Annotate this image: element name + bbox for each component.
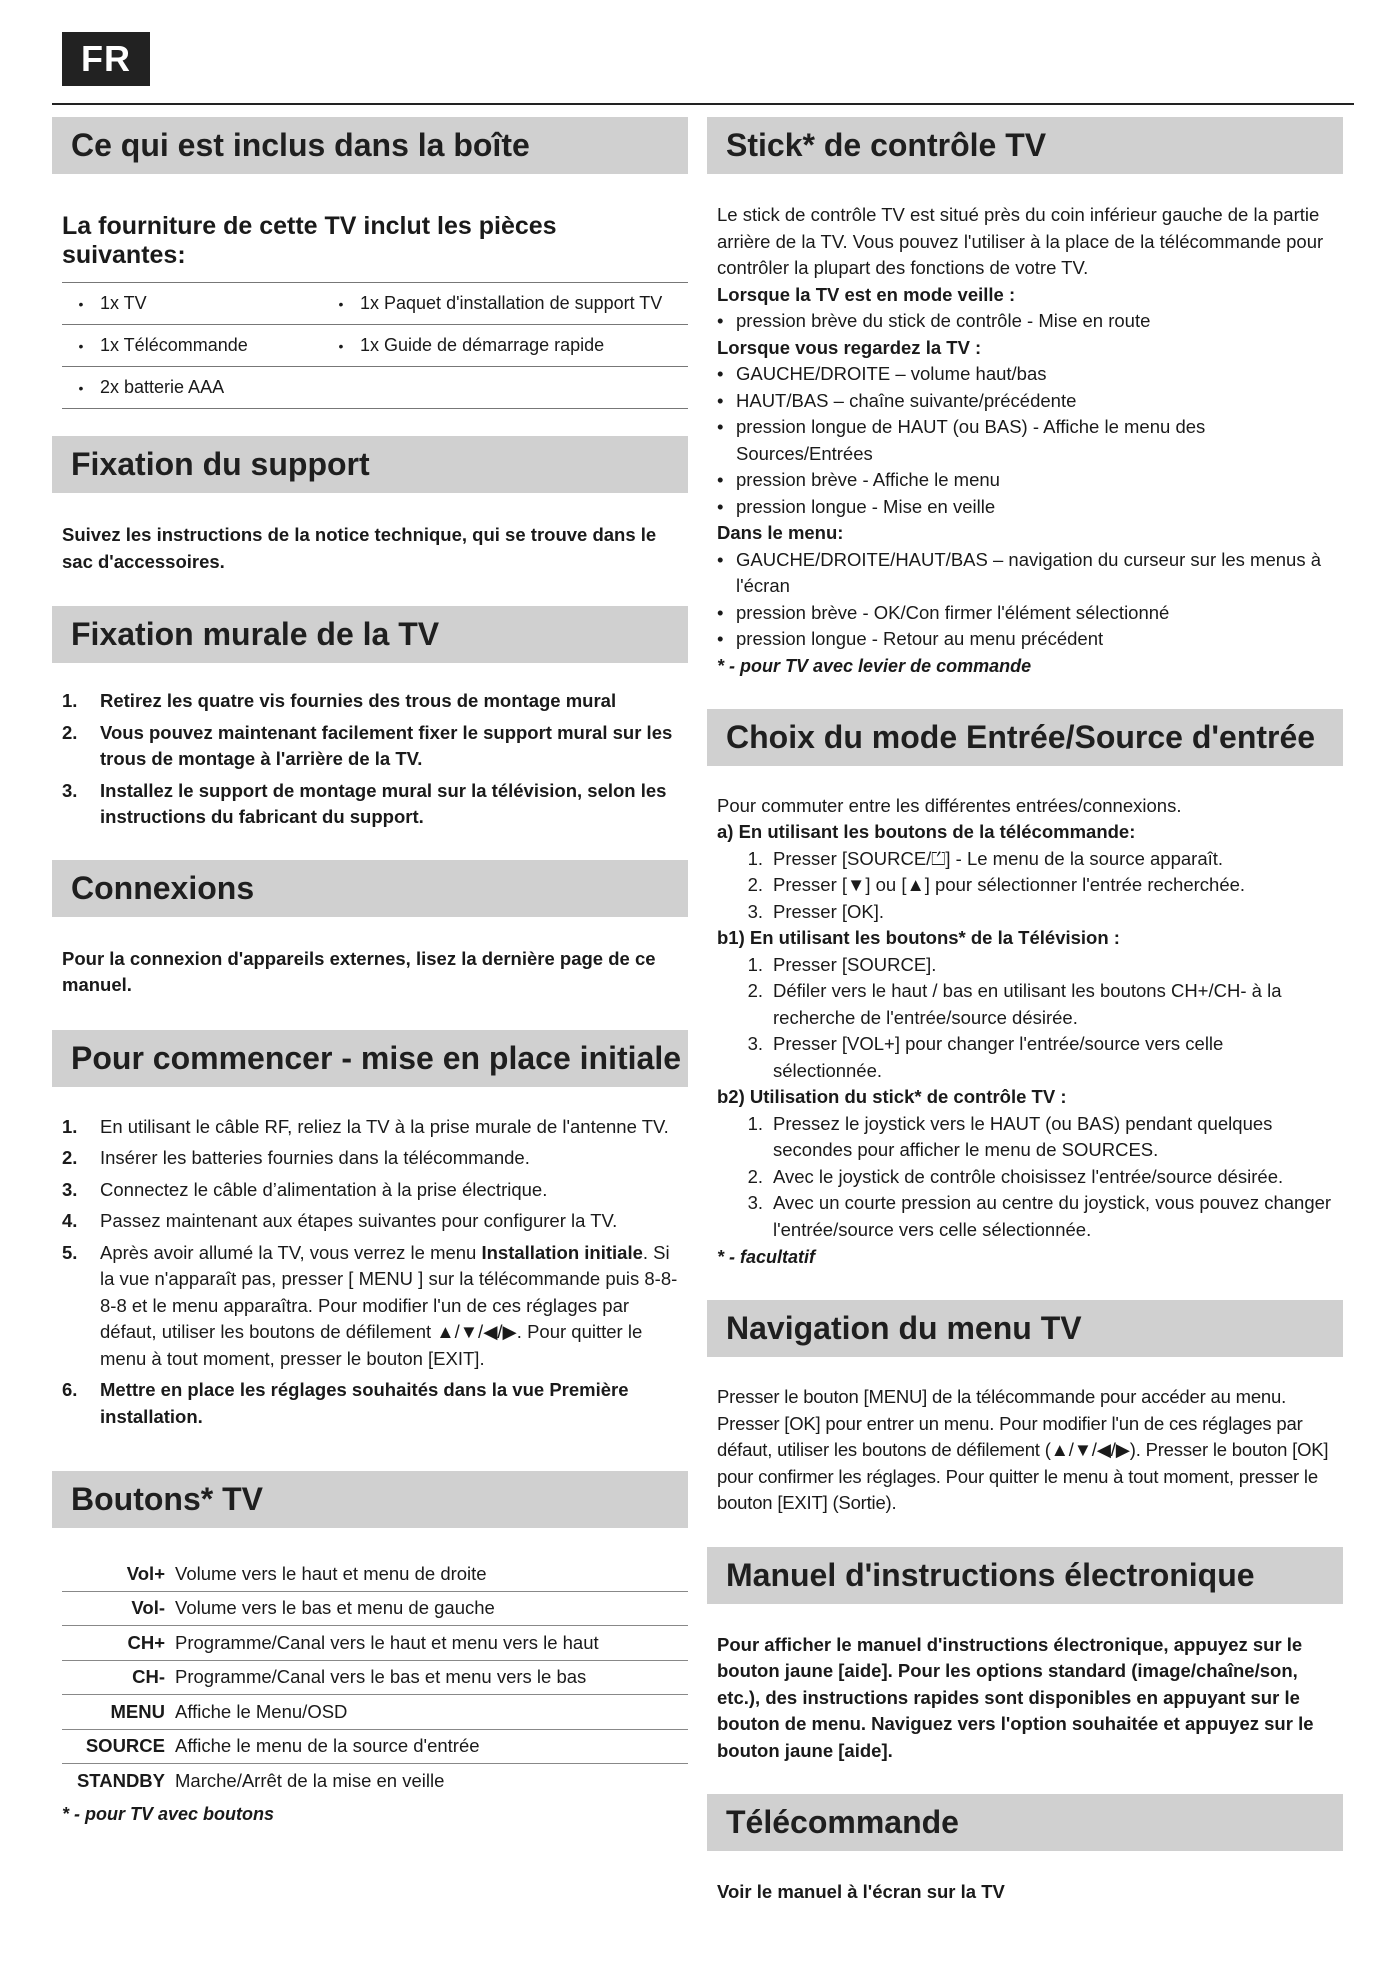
right-column [707, 117, 1343, 1906]
list-item: • pression longue de HAUT (ou BAS) - Affiche le menu des Sources/Entrées [717, 416, 1206, 464]
getting-started-steps [52, 1114, 688, 1431]
wall-mount-steps [52, 688, 688, 831]
tv-button-steps [717, 952, 1333, 1085]
table-row: STANDBY Marche/Arrêt de la mise en veille [76, 1769, 445, 1791]
list-item: 2. Avec le joystick de contrôle choisissez l'entrée/source désirée. [747, 1165, 1284, 1187]
box-contents-heading: Ce qui est inclus dans la boîte [52, 117, 688, 174]
table-row: Vol- Volume vers le bas et menu de gauche [62, 1592, 688, 1627]
menu-navigation-text: Presser le bouton [MENU] de la télécommande pour accéder au menu. Presser [OK] pour entrer un menu. Pour modifier l'un de ces réglages par défaut, utiliser les boutons de défilement (▲/▼/◀/▶). Presser le bouton [OK] pour confirmer les réglages. Pour quitter le menu à tout moment, presser le bouton [EXIT] (Sortie). [717, 1386, 1329, 1513]
list-item: 3. Presser [OK]. [747, 900, 885, 922]
tv-buttons-heading: Boutons* TV [52, 1471, 688, 1528]
tv-buttons-note: * - pour TV avec boutons [62, 1803, 275, 1824]
list-item: • 2x batterie AAA [62, 367, 688, 409]
list-item: 5. Après avoir allumé la TV, vous verrez le menu Installation initiale. Si la vue n'apparaît pas, presser [ MENU ] sur la télécommande puis 8-8-8-8 et le menu apparaîtra. Pour modifier l'un de ces réglages par défaut, utiliser les boutons de défilement ▲/▼/◀/▶. Pour quitter le menu à tout moment, presser le bouton [EXIT]. [62, 1241, 678, 1369]
list-item: • pression longue - Retour au menu précédent [717, 628, 1104, 649]
language-badge: FR [62, 32, 150, 86]
getting-started-heading: Pour commencer - mise en place initiale [52, 1030, 688, 1087]
control-stick-note: * - pour TV avec levier de commande [717, 655, 1032, 676]
list-item: • GAUCHE/DROITE – volume haut/bas [717, 363, 1047, 384]
left-column [52, 117, 688, 1825]
input-source-heading: Choix du mode Entrée/Source d'entrée [707, 709, 1343, 766]
table-row: CH+ Programme/Canal vers le haut et menu vers le haut [62, 1626, 688, 1661]
list-item: 1. Pressez le joystick vers le HAUT (ou BAS) pendant quelques secondes pour afficher le menu de SOURCES. [747, 1112, 1273, 1160]
list-item: 3. Connectez le câble d’alimentation à la prise électrique. [62, 1178, 548, 1200]
watching-title: Lorsque vous regardez la TV : [717, 336, 982, 358]
stand-heading: Fixation du support [52, 436, 688, 493]
input-source-intro: Pour commuter entre les différentes entrées/connexions. [717, 794, 1182, 816]
list-item: 2. Presser [▼] ou [▲] pour sélectionner l'entrée recherchée. [747, 874, 1246, 895]
tv-buttons-title: b1) En utilisant les boutons* de la Télévision : [717, 927, 1120, 948]
list-item: 3. Avec un courte pression au centre du joystick, vous pouvez changer l'entrée/source vers celle sélectionnée. [747, 1192, 1332, 1240]
remote-steps [717, 846, 1333, 926]
menu-navigation-heading: Navigation du menu TV [707, 1300, 1343, 1357]
list-item: 4. Passez maintenant aux étapes suivantes pour configurer la TV. [62, 1210, 618, 1231]
table-row: CH- Programme/Canal vers le bas et menu vers le bas [62, 1661, 688, 1696]
list-item: 3. Installez le support de montage mural sur la télévision, selon les instructions du fabricant du support. [62, 779, 667, 827]
e-manual-text: Pour afficher le manuel d'instructions électronique, appuyez sur le bouton jaune [aide]. Pour les options standard (image/chaîne/son, etc.), des instructions rapides sont disponibles en appuyant sur le bouton de menu. Naviguez vers l'option souhaitée et appuyez sur le bouton jaune [aide]. [717, 1633, 1314, 1761]
stick-title: b2) Utilisation du stick* de contrôle TV : [717, 1086, 1067, 1107]
list-item: 1. Presser [SOURCE/⏍] - Le menu de la source apparaît. [747, 847, 1224, 869]
remote-buttons-title: a) En utilisant les boutons de la télécommande: [717, 821, 1136, 842]
wall-mount-heading: Fixation murale de la TV [52, 606, 688, 663]
input-source-note: * - facultatif [717, 1247, 816, 1267]
header-rule [52, 103, 1354, 105]
list-item: 2. Défiler vers le haut / bas en utilisant les boutons CH+/CH- à la recherche de l'entrée/source désirée. [747, 980, 1282, 1028]
table-row: Vol+ Volume vers le haut et menu de droite [62, 1557, 688, 1592]
tv-buttons-table [62, 1557, 688, 1798]
menu-list [717, 547, 1333, 653]
list-item: 2. Insérer les batteries fournies dans la télécommande. [62, 1147, 530, 1168]
standby-list [717, 308, 1333, 335]
control-stick-intro: Le stick de contrôle TV est situé près du coin inférieur gauche de la partie arrière de la TV. Vous pouvez l'utiliser à la place de la télécommande pour contrôler la plupart des fonctions de votre TV. [717, 204, 1324, 278]
box-contents-list [62, 282, 688, 409]
list-item: 1. Presser [SOURCE]. [747, 953, 937, 975]
list-item: 2. Vous pouvez maintenant facilement fixer le support mural sur les trous de montage à l'arrière de la TV. [62, 721, 673, 769]
list-item: • pression brève - OK/Con firmer l'élément sélectionné [717, 601, 1170, 623]
control-stick-heading: Stick* de contrôle TV [707, 117, 1343, 174]
watching-list [717, 361, 1333, 520]
list-item: • HAUT/BAS – chaîne suivante/précédente [717, 389, 1077, 411]
remote-text: Voir le manuel à l'écran sur la TV [717, 1881, 1005, 1902]
list-item: • pression longue - Mise en veille [717, 495, 996, 517]
list-item: • 1x TV • 1x Paquet d'installation de support TV [62, 282, 688, 325]
list-item: 3. Presser [VOL+] pour changer l'entrée/source vers celle sélectionnée. [747, 1033, 1224, 1081]
e-manual-heading: Manuel d'instructions électronique [707, 1547, 1343, 1604]
box-contents-subtitle: La fourniture de cette TV inclut les pièces suivantes: [62, 212, 557, 269]
table-row: SOURCE Affiche le menu de la source d'entrée [62, 1730, 688, 1765]
stick-steps [717, 1111, 1333, 1244]
menu-title: Dans le menu: [717, 522, 844, 543]
connections-text: Pour la connexion d'appareils externes, lisez la dernière page de ce manuel. [62, 947, 656, 995]
list-item: • pression brève - Affiche le menu [717, 469, 1000, 490]
table-row: MENU Affiche le Menu/OSD [62, 1695, 688, 1730]
list-item: 1. En utilisant le câble RF, reliez la TV à la prise murale de l'antenne TV. [62, 1115, 669, 1137]
list-item: 6. Mettre en place les réglages souhaités dans la vue Première installation. [62, 1379, 629, 1427]
list-item: 1. Retirez les quatre vis fournies des trous de montage mural [62, 690, 617, 711]
remote-heading: Télécommande [707, 1794, 1343, 1851]
list-item: • 1x Télécommande • 1x Guide de démarrage rapide [62, 325, 688, 367]
list-item: • GAUCHE/DROITE/HAUT/BAS – navigation du curseur sur les menus à l'écran [717, 548, 1322, 596]
connections-heading: Connexions [52, 860, 688, 917]
stand-text: Suivez les instructions de la notice technique, qui se trouve dans le sac d'accessoires. [62, 524, 657, 572]
list-item: • pression brève du stick de contrôle - Mise en route [717, 310, 1151, 331]
standby-title: Lorsque la TV est en mode veille : [717, 283, 1016, 305]
